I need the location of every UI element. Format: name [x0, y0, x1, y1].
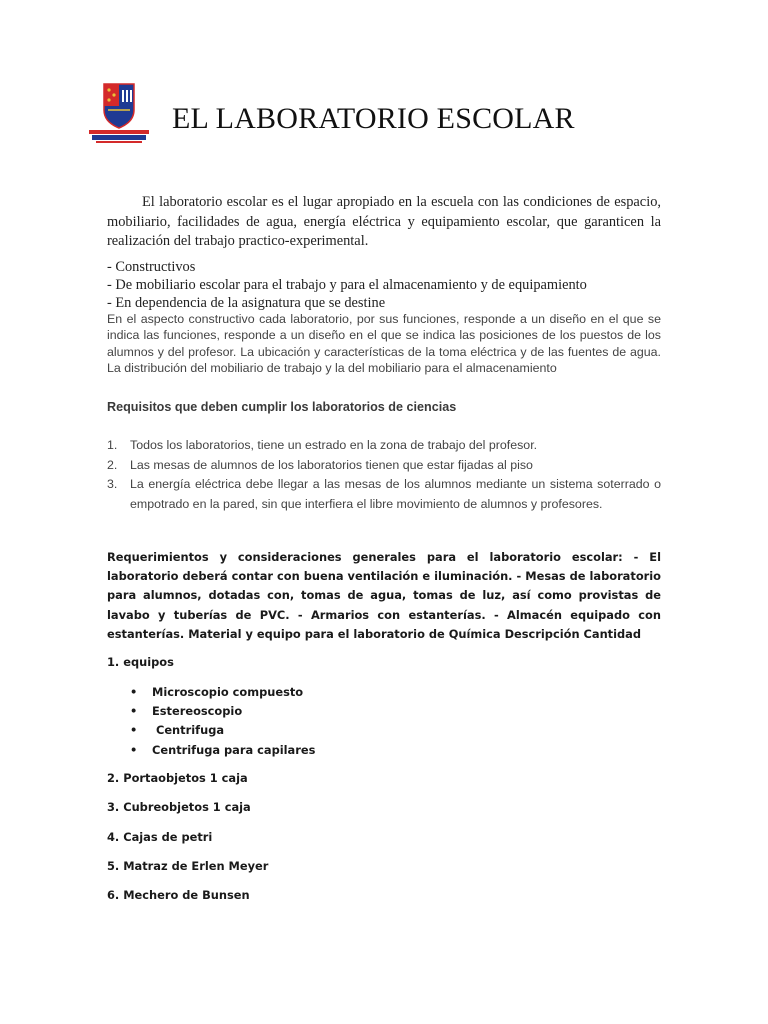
laboratory-aspects-list	[107, 258, 667, 312]
item-number: 2.	[107, 457, 118, 472]
item-text: Las mesas de alumnos de los laboratorios tienen que estar fijadas al piso	[130, 457, 533, 472]
equipment-label: Microscopio compuesto	[152, 685, 304, 699]
requirement-item	[107, 475, 661, 514]
aspect-item: - En dependencia de la asignatura que se destine	[107, 295, 386, 311]
equipment-item	[130, 721, 315, 740]
aspect-item: - Constructivos	[107, 259, 196, 275]
bullet-icon: •	[130, 685, 138, 699]
requirements-heading: Requisitos que deben cumplir los laboratorios de ciencias	[107, 400, 457, 414]
bullet-icon: •	[130, 704, 138, 719]
material-item: 4. Cajas de petri	[107, 830, 213, 844]
equipment-label: Centrifuga para capilares	[152, 742, 316, 757]
material-item: 6. Mechero de Bunsen	[107, 888, 250, 902]
school-crest-logo	[86, 80, 152, 146]
bullet-icon: •	[130, 723, 138, 738]
equipment-item	[130, 741, 315, 760]
page-title: EL LABORATORIO ESCOLAR	[172, 102, 575, 135]
equipment-label: Estereoscopio	[152, 704, 243, 719]
requirement-item	[107, 436, 661, 456]
item-text: La energía eléctrica debe llegar a las mesas de los alumnos mediante un sistema soterrado o empotrado en la pared, sin que interfiera el libre movimiento de alumnos y profesores.	[130, 477, 661, 511]
equipment-item	[130, 702, 315, 721]
equipment-heading: 1. equipos	[107, 655, 174, 669]
material-item: 3. Cubreobjetos 1 caja	[107, 800, 251, 814]
general-requirements-paragraph: Requerimientos y consideraciones generales para el laboratorio escolar: - El laboratorio deberá contar con buena ventilación e iluminación. - Mesas de laboratorio para alumnos, dotadas con, tomas de agua, tomas de luz, así como provistas de lavabo y tuberías de PVC. - Armarios con estanterías. - Almacén equipado con estanterías. Material y equipo para el laboratorio de Química Descripción Cantidad	[107, 550, 661, 641]
equipment-label: Centrifuga	[152, 723, 225, 738]
item-text: Todos los laboratorios, tiene un estrado en la zona de trabajo del profesor.	[130, 438, 538, 452]
requirements-list	[107, 436, 661, 514]
equipment-list	[130, 683, 315, 760]
item-number: 1.	[107, 438, 118, 452]
equipment-item	[130, 683, 315, 702]
material-item: 5. Matraz de Erlen Meyer	[107, 859, 269, 873]
intro-paragraph: El laboratorio escolar es el lugar apropiado en la escuela con las condiciones de espacio, mobiliario, facilidades de agua, energía eléctrica y equipamiento escolar, que garanticen la realización del trabajo practico-experimental.	[107, 194, 661, 249]
item-number: 3.	[107, 477, 118, 491]
bullet-icon: •	[130, 742, 138, 757]
constructive-paragraph: En el aspecto constructivo cada laboratorio, por sus funciones, responde a un diseño en el que se indica las funciones, responde a un diseño en el que se indica las posiciones de los puestos de los alumnos y del profesor. La ubicación y características de la toma eléctrica y de las fuentes de agua. La distribución del mobiliario de trabajo y la del mobiliario para el almacenamiento	[107, 312, 661, 376]
requirement-item	[107, 456, 661, 476]
material-item: 2. Portaobjetos 1 caja	[107, 771, 248, 785]
aspect-item: - De mobiliario escolar para el trabajo y para el almacenamiento y de equipamiento	[107, 277, 587, 293]
